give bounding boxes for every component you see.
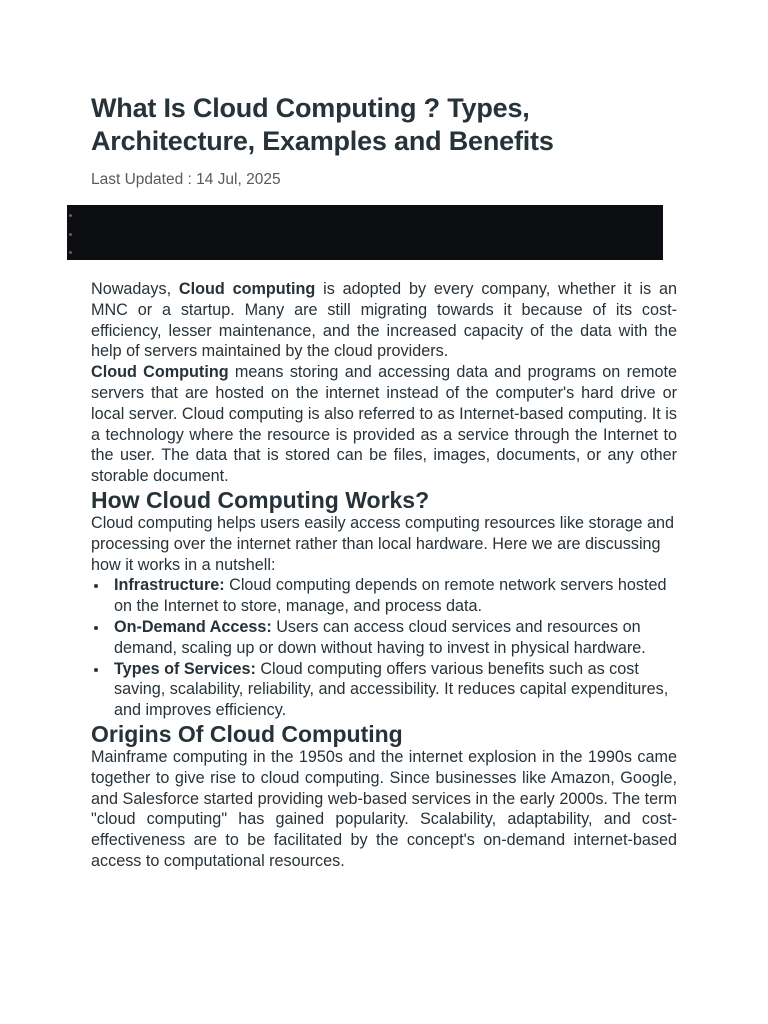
last-updated-date: Last Updated : 14 Jul, 2025 <box>91 171 281 188</box>
origins-paragraph: Mainframe computing in the 1950s and the internet explosion in the 1990s came together to give rise to cloud computing. Since businesses like Amazon, Google, and Salesforce started providing web-based services in the early 2000s. The term "cloud computing" has gained popularity. Scalability, adaptability, and cost-effectiveness are to be facilitated by the concept's on-demand internet-based access to computational resources. <box>91 747 677 870</box>
list-item: On-Demand Access: Users can access cloud services and resources on demand, scaling up or down without having to invest in physical hardware. <box>114 617 677 659</box>
list-item: Types of Services: Cloud computing offers various benefits such as cost saving, scalability, reliability, and accessibility. It reduces capital expenditures, and improves efficiency. <box>114 659 677 721</box>
intro-paragraph-2: Cloud Computing means storing and accessing data and programs on remote servers that are hosted on the internet instead of the computer's hard drive or local server. Cloud computing is also referred to as Internet-based computing. It is a technology where the resource is provided as a service through the Internet to the user. The data that is stored can be files, images, documents, or any other storable document. <box>91 363 677 486</box>
bullet-dot-icon <box>69 214 72 217</box>
how-it-works-intro: Cloud computing helps users easily access computing resources like storage and processing over the internet rather than local hardware. Here we are discussing how it works in a nutshell: <box>91 513 675 574</box>
bold-term: Cloud Computing <box>91 363 229 382</box>
how-it-works-list <box>91 575 677 721</box>
intro-paragraph-1: Nowadays, Cloud computing is adopted by every company, whether it is an MNC or a startup. Many are still migrating towards it because of its cost-efficiency, lesser maintenance, and the increased capacity of the data with the help of servers maintained by the cloud providers. <box>91 280 677 361</box>
article-header <box>91 92 677 190</box>
article-body <box>91 279 677 872</box>
section-heading-origins: Origins Of Cloud Computing <box>91 720 403 747</box>
bullet-dot-icon <box>69 251 72 254</box>
section-heading-how-it-works: How Cloud Computing Works? <box>91 486 430 513</box>
list-item: Infrastructure: Cloud computing depends on remote network servers hosted on the Internet to store, manage, and process data. <box>114 575 677 617</box>
media-player-bar[interactable] <box>67 205 663 260</box>
page-title: What Is Cloud Computing ? Types, Architecture, Examples and Benefits <box>91 93 554 156</box>
bullet-dot-icon <box>69 233 72 236</box>
bold-term: Cloud computing <box>178 280 316 298</box>
